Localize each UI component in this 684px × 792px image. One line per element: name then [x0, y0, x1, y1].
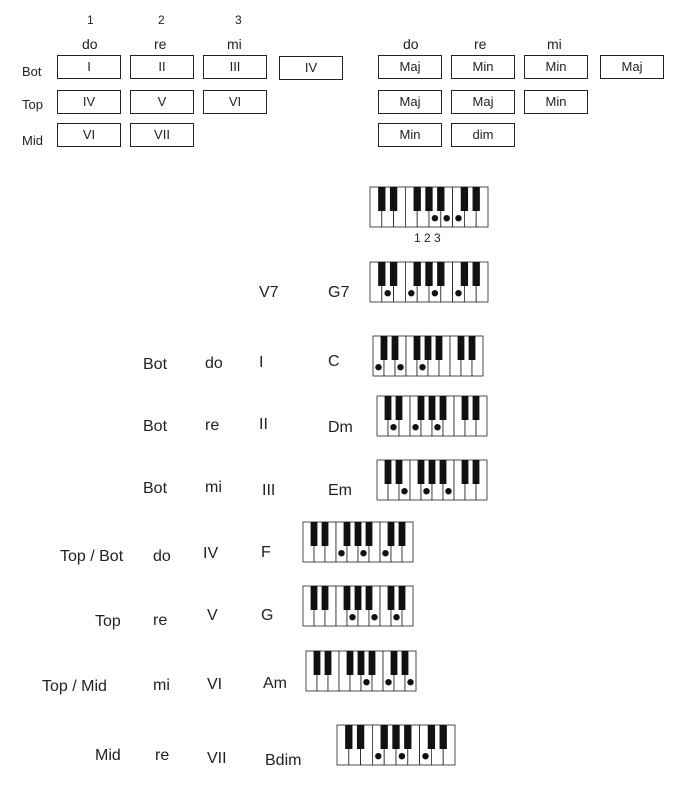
row-label-mid: Mid: [22, 133, 43, 148]
chord-position: Bot: [143, 480, 168, 497]
black-key: [436, 336, 443, 360]
chord-syllable: re: [205, 417, 220, 434]
numeral-box: V: [130, 90, 194, 114]
black-key: [440, 725, 447, 749]
finger-dot: [455, 290, 461, 296]
black-key: [414, 187, 421, 211]
chord-syllable: do: [153, 548, 171, 565]
finger-dot: [371, 614, 377, 620]
black-key: [366, 522, 373, 546]
black-key: [345, 725, 352, 749]
chord-keyboard: [337, 725, 455, 765]
black-key: [425, 336, 432, 360]
numeral-box: IV: [57, 90, 121, 114]
quality-box: Min: [378, 123, 442, 147]
chord-position: Top / Bot: [60, 548, 124, 565]
black-key: [429, 396, 436, 420]
quality-box: Maj: [378, 55, 442, 79]
finger-dot: [349, 614, 355, 620]
finger-dot: [382, 550, 388, 556]
row-label-top: Top: [22, 97, 43, 112]
chord-keyboard: [306, 651, 416, 691]
finger-dot: [385, 679, 391, 685]
finger-dot: [338, 550, 344, 556]
finger-number-2: 2: [158, 13, 165, 27]
chord-position: Bot: [143, 356, 168, 373]
finger-dot: [445, 488, 451, 494]
chord-name: G: [261, 607, 274, 624]
black-key: [461, 187, 468, 211]
black-key: [462, 396, 469, 420]
black-key: [473, 262, 480, 286]
black-key: [473, 396, 480, 420]
chord-syllable: mi: [153, 677, 170, 694]
black-key: [437, 262, 444, 286]
chord-keyboard: [377, 460, 487, 500]
finger-dot: [419, 364, 425, 370]
black-key: [311, 586, 318, 610]
finger-number-1: 1: [87, 13, 94, 27]
numeral-box: VI: [203, 90, 267, 114]
black-key: [388, 586, 395, 610]
numeral-box: IV: [279, 56, 343, 80]
finger-dot: [407, 679, 413, 685]
black-key: [440, 396, 447, 420]
finger-dot: [432, 215, 438, 221]
legend-keyboard: [370, 187, 488, 227]
black-key: [325, 651, 332, 675]
black-key: [392, 725, 399, 749]
syllable-mi: mi: [227, 36, 242, 52]
black-key: [418, 396, 425, 420]
black-key: [344, 522, 351, 546]
black-key: [322, 586, 329, 610]
finger-dot: [399, 753, 405, 759]
black-key: [381, 336, 388, 360]
black-key: [392, 336, 399, 360]
chord-name: Dm: [328, 419, 353, 436]
black-key: [437, 187, 444, 211]
black-key: [462, 460, 469, 484]
black-key: [396, 396, 403, 420]
black-key: [458, 336, 465, 360]
chord-keyboard: [377, 396, 487, 436]
black-key: [425, 262, 432, 286]
finger-dot: [422, 753, 428, 759]
finger-dot: [412, 424, 418, 430]
quality-box: dim: [451, 123, 515, 147]
finger-number-3: 3: [235, 13, 242, 27]
black-key: [461, 262, 468, 286]
quality-box: Maj: [451, 90, 515, 114]
finger-dot: [393, 614, 399, 620]
black-key: [391, 651, 398, 675]
black-key: [473, 187, 480, 211]
quality-box: Maj: [600, 55, 664, 79]
chord-keyboard: [373, 336, 483, 376]
black-key: [369, 651, 376, 675]
black-key: [322, 522, 329, 546]
black-key: [425, 187, 432, 211]
chord-numeral: V: [207, 607, 218, 624]
black-key: [355, 522, 362, 546]
black-key: [414, 336, 421, 360]
numeral-box: I: [57, 55, 121, 79]
syllable-re: re: [474, 36, 487, 52]
chord-numeral: V7: [259, 284, 279, 301]
black-key: [399, 586, 406, 610]
syllable-re: re: [154, 36, 167, 52]
finger-dot: [455, 215, 461, 221]
finger-dot: [401, 488, 407, 494]
numeral-box: VII: [130, 123, 194, 147]
chord-position: Bot: [143, 418, 168, 435]
chord-position: Top: [95, 613, 121, 630]
black-key: [429, 460, 436, 484]
chord-keyboard: [303, 586, 413, 626]
black-key: [385, 460, 392, 484]
black-key: [469, 336, 476, 360]
finger-dot: [432, 290, 438, 296]
quality-box: Maj: [378, 90, 442, 114]
chord-numeral: VI: [207, 676, 223, 693]
black-key: [347, 651, 354, 675]
syllable-do: do: [82, 36, 98, 52]
chord-position: Mid: [95, 747, 121, 764]
chord-name: Am: [263, 675, 287, 692]
chord-name: Em: [328, 482, 352, 499]
numeral-box: VI: [57, 123, 121, 147]
black-key: [381, 725, 388, 749]
black-key: [440, 460, 447, 484]
black-key: [399, 522, 406, 546]
black-key: [366, 586, 373, 610]
black-key: [385, 396, 392, 420]
chord-name: F: [261, 544, 271, 561]
finger-dot: [408, 290, 414, 296]
chord-syllable: mi: [205, 479, 222, 496]
black-key: [344, 586, 351, 610]
black-key: [378, 187, 385, 211]
chord-syllable: do: [205, 355, 223, 372]
black-key: [311, 522, 318, 546]
black-key: [357, 725, 364, 749]
black-key: [404, 725, 411, 749]
finger-legend: 1 2 3: [414, 231, 441, 245]
black-key: [414, 262, 421, 286]
chord-position: Top / Mid: [42, 678, 107, 695]
finger-dot: [397, 364, 403, 370]
black-key: [388, 522, 395, 546]
black-key: [428, 725, 435, 749]
chord-syllable: re: [153, 612, 168, 629]
finger-dot: [434, 424, 440, 430]
black-key: [355, 586, 362, 610]
black-key: [390, 262, 397, 286]
finger-dot: [360, 550, 366, 556]
finger-dot: [444, 215, 450, 221]
finger-dot: [390, 424, 396, 430]
chord-numeral: IV: [203, 545, 219, 562]
finger-dot: [375, 364, 381, 370]
black-key: [418, 460, 425, 484]
black-key: [314, 651, 321, 675]
chord-keyboard: [370, 262, 488, 302]
finger-dot: [363, 679, 369, 685]
chord-keyboard: [303, 522, 413, 562]
quality-box: Min: [451, 55, 515, 79]
syllable-do: do: [403, 36, 419, 52]
finger-dot: [375, 753, 381, 759]
chord-numeral: III: [262, 482, 276, 499]
black-key: [390, 187, 397, 211]
numeral-box: II: [130, 55, 194, 79]
black-key: [396, 460, 403, 484]
chord-numeral: I: [259, 354, 264, 371]
chord-name: C: [328, 353, 340, 370]
chord-syllable: re: [155, 747, 170, 764]
black-key: [402, 651, 409, 675]
black-key: [378, 262, 385, 286]
quality-box: Min: [524, 55, 588, 79]
chord-numeral: II: [259, 416, 268, 433]
finger-dot: [385, 290, 391, 296]
black-key: [473, 460, 480, 484]
chord-name: Bdim: [265, 752, 302, 769]
black-key: [358, 651, 365, 675]
chord-numeral: VII: [207, 750, 227, 767]
row-label-bot: Bot: [22, 64, 42, 79]
syllable-mi: mi: [547, 36, 562, 52]
quality-box: Min: [524, 90, 588, 114]
numeral-box: III: [203, 55, 267, 79]
chord-name: G7: [328, 284, 350, 301]
finger-dot: [423, 488, 429, 494]
